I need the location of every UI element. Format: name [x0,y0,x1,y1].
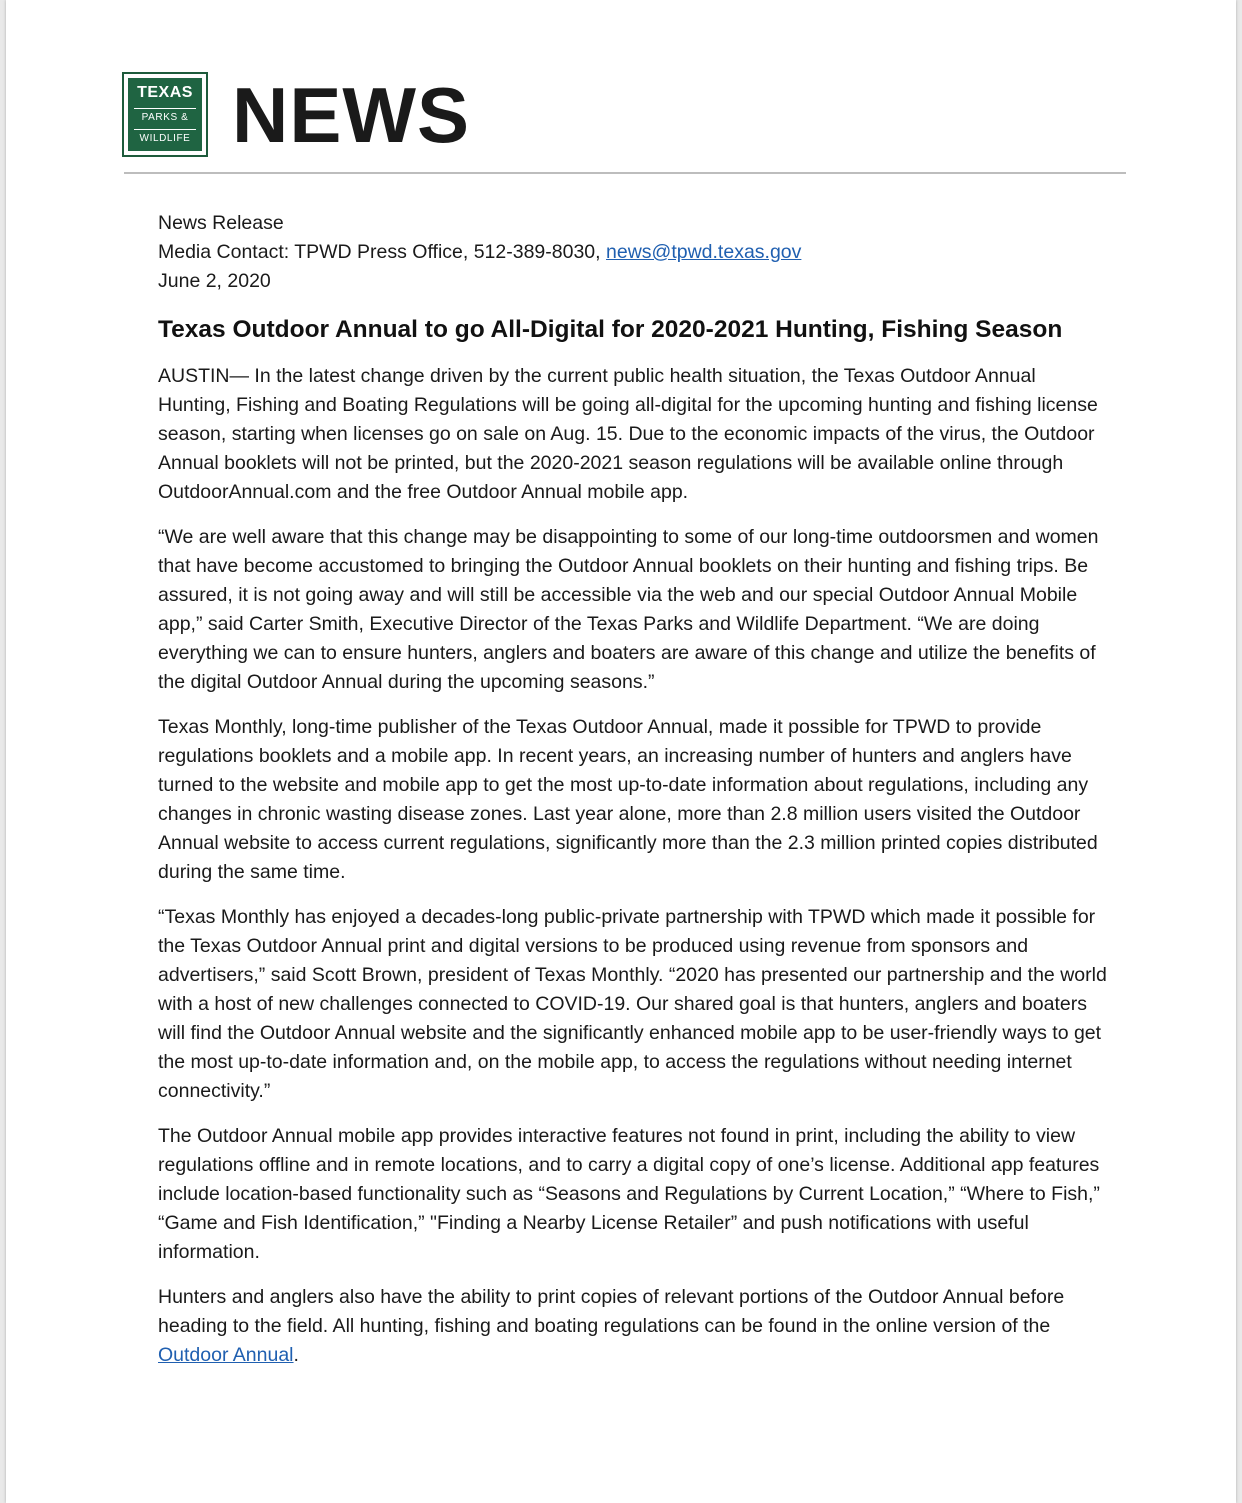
logo-texas-text: TEXAS [137,84,193,101]
closing-period: . [293,1344,299,1366]
logo-parks-text: PARKS & [141,112,189,123]
header-divider [124,172,1126,174]
press-release-body [158,209,1108,1386]
logo-divider-top [134,108,196,109]
document-page [6,0,1236,1503]
tpwd-logo-panel [128,78,202,151]
closing-text: Hunters and anglers also have the ability to print copies of relevant portions of the Outdoor Annual before heading to the field. All hunting, fishing and boating regulations can be found in the online version of the [158,1286,1065,1337]
paragraph-quote-brown: “Texas Monthly has enjoyed a decades-long public-private partnership with TPWD which made it possible for the Texas Outdoor Annual print and digital versions to be produced using revenue from sponsors and advertisers,” said Scott Brown, president of Texas Monthly. “2020 has presented our partnership and the world with a host of new challenges connected to COVID-19. Our shared goal is that hunters, anglers and boaters will find the Outdoor Annual website and the significantly enhanced mobile app to be user-friendly ways to get the most up-to-date information and, on the mobile app, to access the regulations without needing internet connectivity.” [158,906,1107,1102]
outdoor-annual-link[interactable]: Outdoor Annual [158,1344,294,1366]
paragraph-quote-smith: “We are well aware that this change may be disappointing to some of our long-time outdoorsmen and women that have become accustomed to bringing the Outdoor Annual booklets on their hunting and fishing trips. Be assured, it is not going away and will still be accessible via the web and our special Outdoor Annual Mobile app,” said Carter Smith, Executive Director of the Texas Parks and Wildlife Department. “We are doing everything we can to ensure hunters, anglers and boaters are aware of this change and utilize the benefits of the digital Outdoor Annual during the upcoming seasons.” [158,526,1099,693]
tpwd-logo [122,72,208,157]
logo-wildlife-text: WILDLIFE [139,133,191,144]
paragraph-texas-monthly: Texas Monthly, long-time publisher of the Texas Outdoor Annual, made it possible for TPWD to provide regulations booklets and a mobile app. In recent years, an increasing number of hunters and anglers have turned to the website and mobile app to get the most up-to-date information about regulations, including any changes in chronic wasting disease zones. Last year alone, more than 2.8 million users visited the Outdoor Annual website to access current regulations, significantly more than the 2.3 million printed copies distributed during the same time. [158,716,1098,883]
masthead-title: NEWS [232,71,470,159]
paragraph-closing [158,1283,1108,1370]
contact-email-link[interactable]: news@tpwd.texas.gov [606,241,802,263]
logo-divider-bottom [134,129,196,130]
release-type: News Release [158,212,284,234]
media-contact [158,238,1108,267]
media-contact-text: Media Contact: TPWD Press Office, 512-389-8030, [158,241,606,263]
paragraph-intro: AUSTIN— In the latest change driven by the current public health situation, the Texas Outdoor Annual Hunting, Fishing and Boating Regulations will be going all-digital for the upcoming hunting and fishing license season, starting when licenses go on sale on Aug. 15. Due to the economic impacts of the virus, the Outdoor Annual booklets will not be printed, but the 2020-2021 season regulations will be available online through OutdoorAnnual.com and the free Outdoor Annual mobile app. [158,365,1098,503]
release-date: June 2, 2020 [158,270,271,292]
headline: Texas Outdoor Annual to go All-Digital for 2020-2021 Hunting, Fishing Season [158,316,1063,343]
paragraph-app-features: The Outdoor Annual mobile app provides interactive features not found in print, including the ability to view regulations offline and in remote locations, and to carry a digital copy of one’s license. Additional app features include location-based functionality such as “Seasons and Regulations by Current Location,” “Where to Fish,” “Game and Fish Identification,” "Finding a Nearby License Retailer” and push notifications with useful information. [158,1125,1100,1263]
